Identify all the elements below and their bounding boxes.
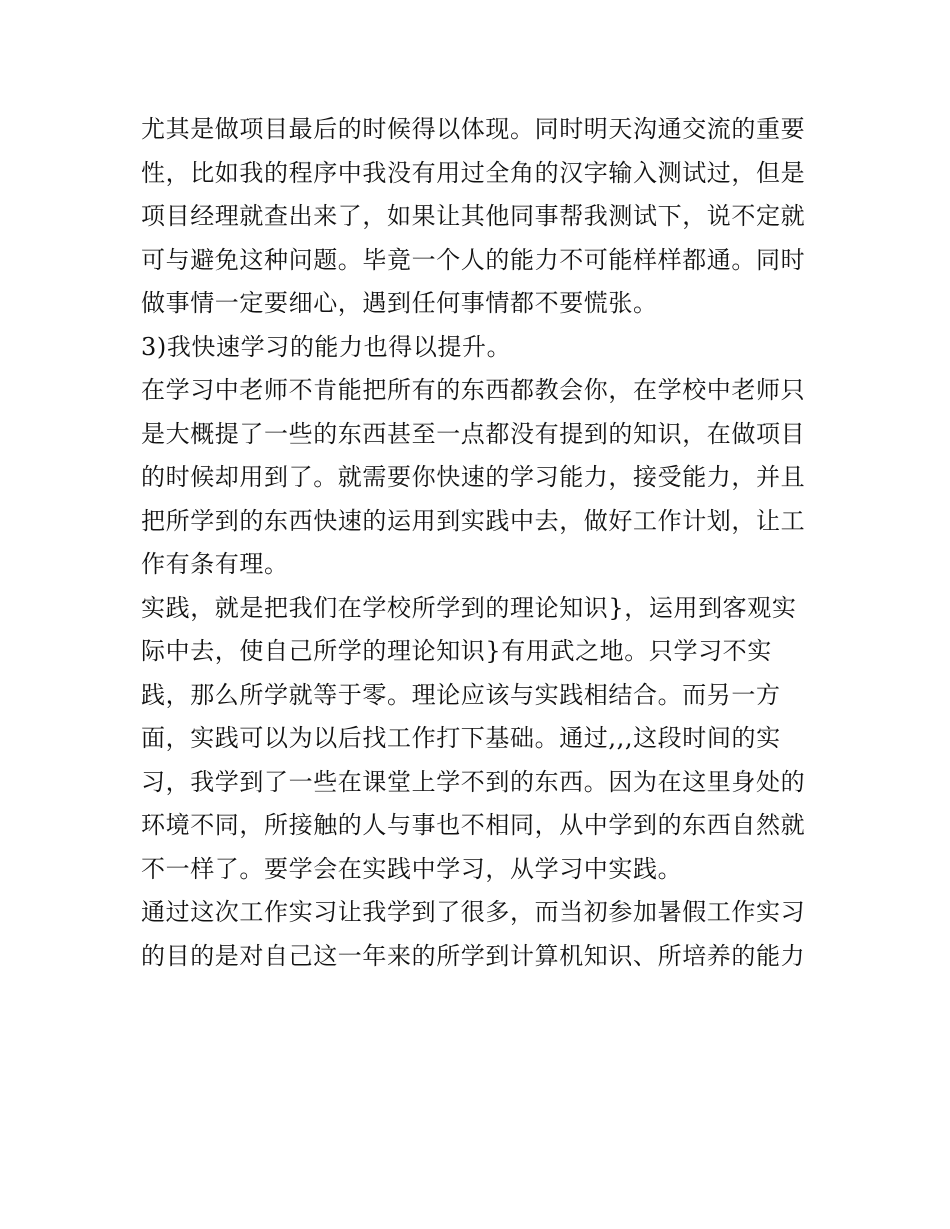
text-line: 不一样了。要学会在实践中学习，从学习中实践。 xyxy=(141,854,683,883)
text-line: 际中去，使自己所学的理论知识}有用武之地。只学习不实 xyxy=(141,637,772,665)
text-line: 3)我快速学习的能力也得以提升。 xyxy=(141,332,512,361)
text-line: 可与避免这种问题。毕竟一个人的能力不可能样样都通。同时 xyxy=(141,245,806,274)
text-line: 是大概提了一些的东西甚至一点都没有提到的知识，在做项目 xyxy=(141,419,806,448)
text-line: 性，比如我的程序中我没有用过全角的汉字输入测试过，但是 xyxy=(141,158,806,187)
text-line: 实践，就是把我们在学校所学到的理论知识}，运用到客观实 xyxy=(141,593,797,622)
text-line: 做事情一定要细心，遇到任何事情都不要慌张。 xyxy=(141,289,658,317)
text-line: 尤其是做项目最后的时候得以体现。同时明天沟通交流的重要 xyxy=(141,115,806,143)
text-line: 作有条有理。 xyxy=(141,550,289,578)
text-line: 环境不同，所接触的人与事也不相同，从中学到的东西自然就 xyxy=(141,811,806,839)
body-text xyxy=(141,108,821,978)
text-line: 把所学到的东西快速的运用到实践中去，做好工作计划，让工 xyxy=(141,506,806,535)
text-line: 的时候却用到了。就需要你快速的学习能力，接受能力，并且 xyxy=(141,463,806,491)
text-line: 在学习中老师不肯能把所有的东西都教会你，在学校中老师只 xyxy=(141,376,806,404)
text-line: 项目经理就查出来了，如果让其他同事帮我测试下，说不定就 xyxy=(141,202,806,230)
text-line: 的目的是对自己这一年来的所学到计算机知识、所培养的能力 xyxy=(141,941,806,970)
text-line: 通过这次工作实习让我学到了很多，而当初参加暑假工作实习 xyxy=(141,898,806,926)
text-line: 习，我学到了一些在课堂上学不到的东西。因为在这里身处的 xyxy=(141,767,806,796)
text-line: 践，那么所学就等于零。理论应该与实践相结合。而另一方 xyxy=(141,680,781,709)
text-line: 面，实践可以为以后找工作打下基础。通过,,,这段时间的实 xyxy=(141,724,781,752)
